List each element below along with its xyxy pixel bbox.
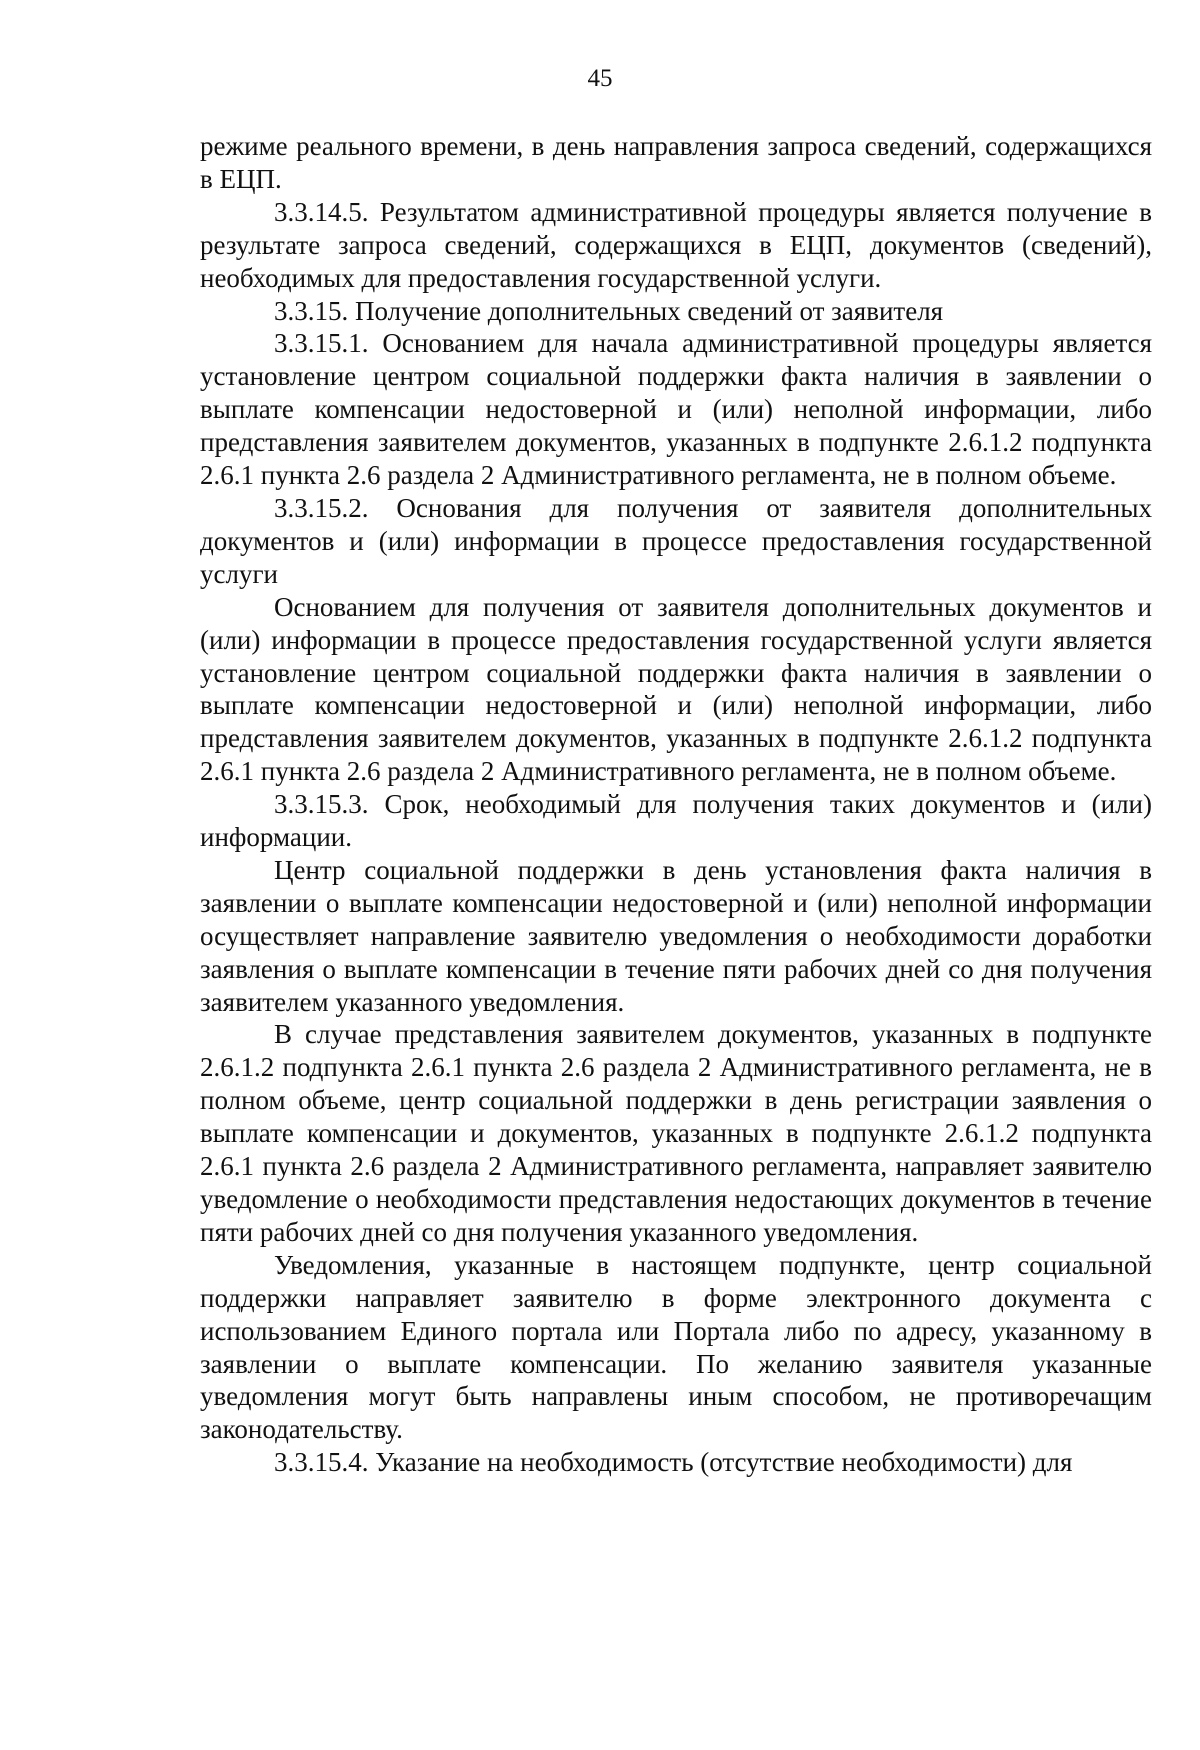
- paragraph-3-3-15-4: 3.3.15.4. Указание на необходимость (отсутствие необходимости) для: [274, 1447, 1073, 1478]
- paragraph-incomplete-documents: В случае представления заявителем документов, указанных в подпункте 2.6.1.2 подпункта 2.6.1 пункта 2.6 раздела 2 Административного регламента, не в полном объеме, центр социальной поддержки в день регистрации заявления о выплате компенсации и документов, указанных в подпункте 2.6.1.2 подпункта 2.6.1 пункта 2.6 раздела 2 Административного регламента, направляет заявителю уведомление о необходимости представления недостающих документов в течение пяти рабочих дней со дня получения указанного уведомления.: [200, 1019, 1152, 1247]
- paragraph-3-3-15-3: 3.3.15.3. Срок, необходимый для получения таких документов и (или) информации.: [200, 789, 1152, 853]
- paragraph-grounds: Основанием для получения от заявителя дополнительных документов и (или) информации в процессе предоставления государственной услуги является установление центром социальной поддержки факта наличия в заявлении о выплате компенсации недостоверной и (или) неполной информации, либо представления заявителем документов, указанных в подпункте 2.6.1.2 подпункта 2.6.1 пункта 2.6 раздела 2 Административного регламента, не в полном объеме.: [200, 591, 1152, 787]
- paragraph-center-notice: Центр социальной поддержки в день установления факта наличия в заявлении о выплате компенсации недостоверной и (или) неполной информации осуществляет направление заявителю уведомления о необходимости доработки заявления о выплате компенсации в течение пяти рабочих дней со дня получения заявителем указанного уведомления.: [200, 854, 1152, 1017]
- page-number: 45: [587, 65, 613, 92]
- document-body: [200, 130, 1152, 1479]
- paragraph-continuation: режиме реального времени, в день направления запроса сведений, содержащихся в ЕЦП.: [200, 131, 1152, 194]
- paragraph-3-3-14-5: 3.3.14.5. Результатом административной процедуры является получение в результате запроса сведений, содержащихся в ЕЦП, документов (сведений), необходимых для предоставления государственной услуги.: [200, 196, 1152, 293]
- paragraph-3-3-15-1: 3.3.15.1. Основанием для начала административной процедуры является установление центром социальной поддержки факта наличия в заявлении о выплате компенсации недостоверной и (или) неполной информации, либо представления заявителем документов, указанных в подпункте 2.6.1.2 подпункта 2.6.1 пункта 2.6 раздела 2 Административного регламента, не в полном объеме.: [200, 328, 1152, 491]
- section-heading-3-3-15: 3.3.15. Получение дополнительных сведений от заявителя: [274, 295, 944, 326]
- paragraph-notifications: Уведомления, указанные в настоящем подпункте, центр социальной поддержки направляет заявителю в форме электронного документа с использованием Единого портала или Портала либо по адресу, указанному в заявлении о выплате компенсации. По желанию заявителя указанные уведомления могут быть направлены иным способом, не противоречащим законодательству.: [200, 1249, 1152, 1445]
- paragraph-3-3-15-2: 3.3.15.2. Основания для получения от заявителя дополнительных документов и (или) информации в процессе предоставления государственной услуги: [200, 492, 1152, 589]
